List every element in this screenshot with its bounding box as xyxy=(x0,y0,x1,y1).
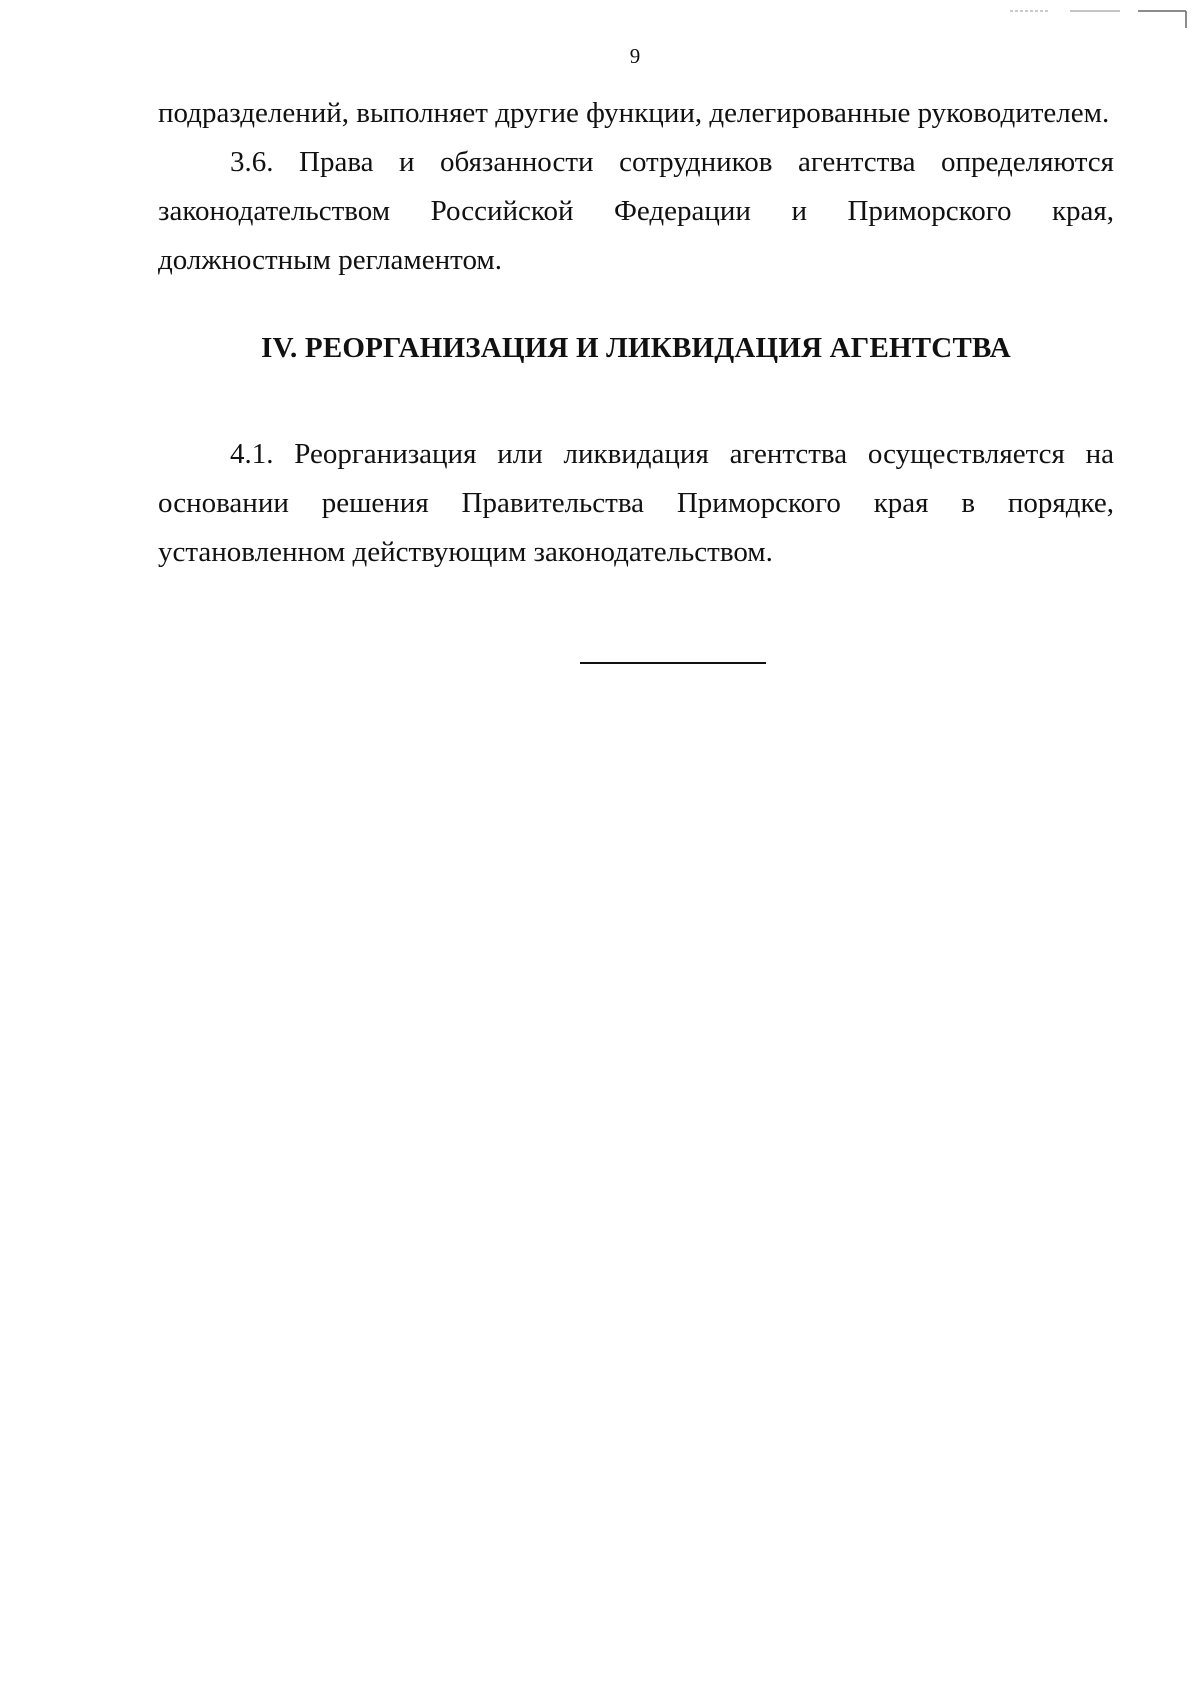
paragraph-continuation: подразделений, выполняет другие функции, делегированные руководителем. xyxy=(158,97,1110,129)
end-of-document-rule xyxy=(580,662,766,664)
section-heading: IV. РЕОРГАНИЗАЦИЯ И ЛИКВИДАЦИЯ АГЕНТСТВА xyxy=(261,332,1011,364)
paragraph-3-6: 3.6. Права и обязанности сотрудников агентства определяются законодательством Российской Федерации и Приморского края, должностным регламентом. xyxy=(158,146,1114,276)
page-number: 9 xyxy=(629,44,641,68)
paragraph-4-1: 4.1. Реорганизация или ликвидация агентства осуществляется на основании решения Правительства Приморского края в порядке, установленном действующим законодательством. xyxy=(158,438,1114,568)
section-4-text xyxy=(158,430,1114,577)
scan-corner-marks xyxy=(1010,8,1190,30)
section-3-text xyxy=(158,89,1114,285)
